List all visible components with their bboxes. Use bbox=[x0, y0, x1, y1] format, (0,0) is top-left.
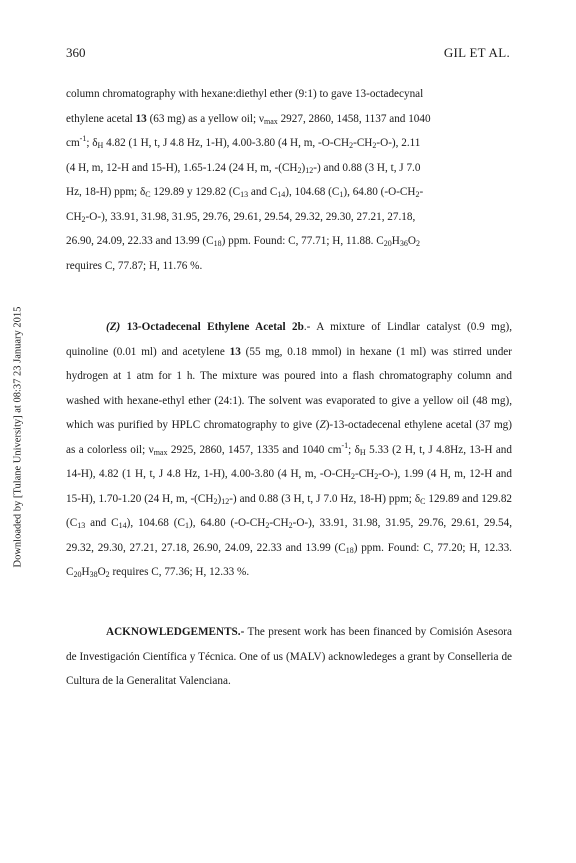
paragraph-experimental-13 bbox=[66, 82, 512, 278]
paragraph-text: column chromatography with hexane:diethyl ether (9:1) to gave 13-octadecynal ethylene acetal 13 (63 mg) as a yellow oil; $\nu_{max}$ 2927, 2860, 1458, 1137 and 1040 $cm^{-1}$; $\delta_H$ 4.82 (1 H, t, J 4.8 Hz, 1-H), 4.00-3.80 (4 H, m, $-O-CH_2-CH_2-O-$), 2.11 (4 H, m, 12-H and 15-H), 1.65-1.24 (24 H, m, $-(CH_2)_{12}-$) and 0.88 (3 H, t, J 7.0 Hz, 18-H) ppm; $\delta_C$ 129.89 y 129.82 ($C_{13}$ and $C_{14}$), 104.68 $(C_1)$, 64.80 ($-O-CH_2-$ $CH_2-O-$), 33.91, 31.98, 31.95, 29.76, 29.61, 29.54, 29.32, 29.30, 27.21, 27.18, 26.90, 24.09, 22.33 and 13.99 $(C_{18})$ ppm. Found: C, 77.71; H, 11.88. $C_{20}H_{36}O_2$ requires C, 77.87; H, 11.76 %. bbox=[66, 88, 431, 272]
paragraph-acknowledgements bbox=[66, 620, 512, 694]
running-head: GIL ET AL. bbox=[443, 45, 510, 60]
paragraph-text: (Z) 13-Octadecenal Ethylene Acetal 2b.- A mixture of Lindlar catalyst (0.9 mg), quinoline (0.01 ml) and acetylene 13 (55 mg, 0.18 mmol) in hexane (1 ml) was stirred under hydrogen at 1 atm for 1 h. The mixture was poured into a flash chromatography column and washed with hexane-ethyl ether (24:1). The solvent was evaporated to give a yellow oil (48 mg), which was purified by HPLC chromatography to give (Z)-13-octadecenal ethylene acetal (37 mg) as a colorless oil; $\nu_{max}$ 2925, 2860, 1457, 1335 and 1040 $cm^{-1}$; $\delta_H$ 5.33 (2 H, t, J 4.8Hz, 13-H and 14-H), 4.82 (1 H, t, J 4.8 Hz, 1-H), 4.00-3.80 (4 H, m, $-O-CH_2-CH_2-O-$), 1.99 (4 H, m, 12-H and 15-H), 1.70-1.20 (24 H, m, $-(CH_2)_{12}-$) and 0.88 (3 H, t, J 7.0 Hz, 18-H) ppm; $\delta_C$ 129.89 and 129.82 ($C_{13}$ and $C_{14}$), 104.68 $(C_1)$, 64.80 $(-O-CH_2-CH_2-O-)$, 33.91, 31.98, 31.95, 29.76, 29.61, 29.54, 29.32, 29.30, 27.21, 27.18, 26.90, 24.09, 22.33 and 13.99 $(C_{18})$ ppm. Found: C, 77.20; H, 12.33. $C_{20}H_{38}O_2$ requires C, 77.36; H, 12.33 %. bbox=[66, 321, 513, 579]
paragraph-experimental-2b bbox=[66, 315, 512, 585]
paragraph-text: ACKNOWLEDGEMENTS.- The present work has been financed by Comisión Asesora de Investigación Científica y Técnica. One of us (MALV) acknowledeges a grant by Conselleria de Cultura de la Generalitat Valenciana. bbox=[66, 626, 512, 687]
acknowledgements-heading: ACKNOWLEDGEMENTS.- bbox=[106, 626, 245, 638]
section-heading: (Z) 13-Octadecenal Ethylene Acetal 2b bbox=[106, 321, 304, 333]
page-number: 360 bbox=[66, 45, 86, 60]
download-side-note: Downloaded by [Tulane University] at 08:37 23 January 2015 bbox=[12, 306, 24, 568]
